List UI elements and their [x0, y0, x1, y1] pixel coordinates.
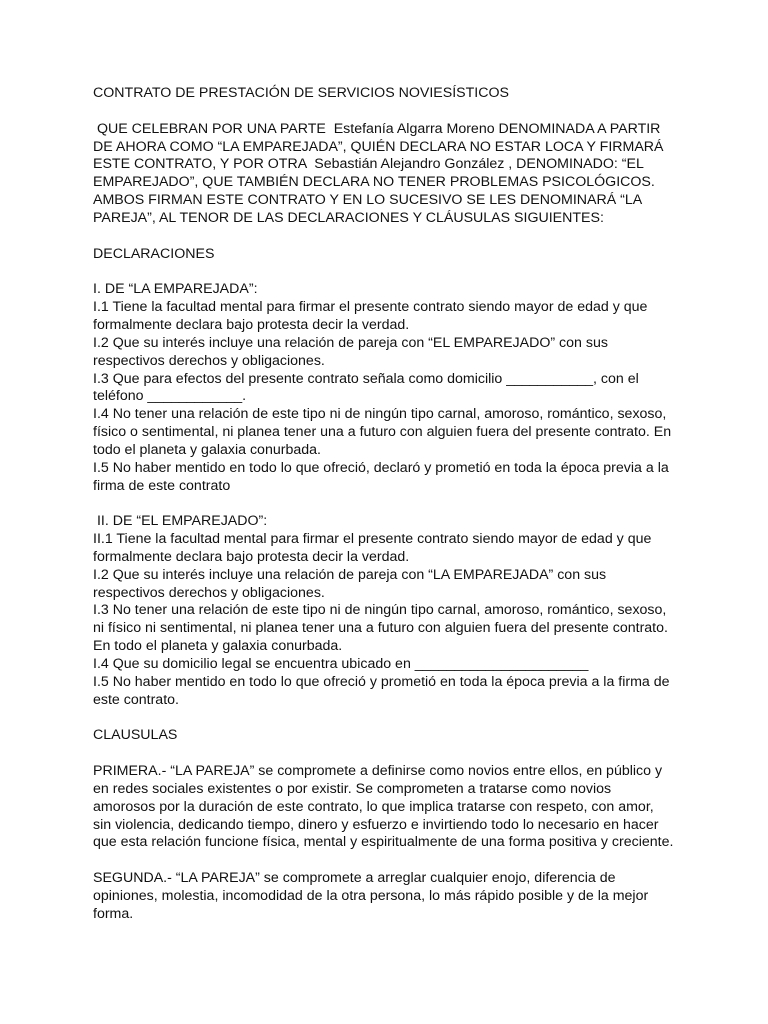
section1-line: físico o sentimental, ni planea tener una a futuro con alguien fuera del presente contrato. En	[93, 424, 672, 441]
section2-line: respectivos derechos y obligaciones.	[93, 584, 325, 601]
section1-line: I.5 No haber mentido en todo lo que ofreció, declaró y prometió en toda la época previa a la	[93, 459, 669, 476]
section2-line: I.4 Que su domicilio legal se encuentra ubicado en ______________________	[93, 656, 589, 672]
declaraciones-heading	[93, 246, 683, 264]
contract-title	[93, 85, 683, 103]
section1-line: formalmente declara bajo protesta decir la verdad.	[93, 316, 410, 333]
intro-line: ESTE CONTRATO, Y POR OTRA Sebastián Alejandro González , DENOMINADO: “EL	[93, 156, 644, 173]
section2-line: ni físico ni sentimental, ni planea tener una a futuro con alguien fuera del presente contrato.	[93, 620, 668, 637]
intro-line: EMPAREJADO”, QUE TAMBIÉN DECLARA NO TENER PROBLEMAS PSICOLÓGICOS.	[93, 174, 655, 191]
clausulas-heading	[93, 727, 683, 745]
clausula-primera	[93, 763, 683, 852]
heading-line: CLAUSULAS	[93, 727, 178, 744]
segunda-line: opiniones, molestia, incomodidad de la otra persona, lo más rápido posible y de la mejor	[93, 887, 649, 904]
section1-line: I.1 Tiene la facultad mental para firmar el presente contrato siendo mayor de edad y que	[93, 299, 648, 316]
segunda-line: SEGUNDA.- “LA PAREJA” se compromete a arreglar cualquier enojo, diferencia de	[93, 870, 616, 887]
intro-line: QUE CELEBRAN POR UNA PARTE Estefanía Algarra Moreno DENOMINADA A PARTIR	[93, 120, 661, 137]
section1-line: I. DE “LA EMPAREJADA”:	[93, 281, 258, 298]
intro-line: AMBOS FIRMAN ESTE CONTRATO Y EN LO SUCESIVO SE LES DENOMINARÁ “LA	[93, 192, 643, 209]
intro-line: DE AHORA COMO “LA EMPAREJADA”, QUIÉN DECLARA NO ESTAR LOCA Y FIRMARÁ	[93, 138, 664, 155]
spacer	[93, 710, 683, 728]
section2-line: I.3 No tener una relación de este tipo ni de ningún tipo carnal, amoroso, romántico, sexoso,	[93, 602, 667, 619]
section1-line: todo el planeta y galaxia conurbada.	[93, 441, 321, 458]
intro-paragraph	[93, 121, 683, 228]
primera-line: amorosos por la duración de este contrato, lo que implica tratarse con respeto, con amor,	[93, 798, 654, 815]
section1-line: I.2 Que su interés incluye una relación de pareja con “EL EMPAREJADO” con sus	[93, 334, 608, 351]
section1-line: firma de este contrato	[93, 477, 231, 494]
section1-line: teléfono ____________.	[93, 388, 247, 405]
section1-line: respectivos derechos y obligaciones.	[93, 352, 325, 369]
segunda-line: forma.	[93, 905, 134, 922]
spacer	[93, 745, 683, 763]
section2-line: formalmente declara bajo protesta decir la verdad.	[93, 548, 410, 565]
spacer	[93, 263, 683, 281]
spacer	[93, 852, 683, 870]
primera-line: PRIMERA.- “LA PAREJA” se compromete a definirse como novios entre ellos, en público y	[93, 763, 663, 780]
section1-line: I.4 No tener una relación de este tipo ni de ningún tipo carnal, amoroso, romántico, sexoso,	[93, 406, 667, 423]
section2-line: I.5 No haber mentido en todo lo que ofreció y prometió en toda la época previa a la firma de	[93, 673, 670, 690]
section2-line: I.2 Que su interés incluye una relación de pareja con “LA EMPAREJADA” con sus	[93, 566, 607, 583]
section2-line: II. DE “EL EMPAREJADO”:	[93, 513, 268, 530]
primera-line: que esta relación funcione física, mental y espiritualmente de una forma positiva y creciente.	[93, 834, 674, 851]
clausula-segunda	[93, 870, 683, 924]
contract-page	[93, 85, 683, 924]
spacer	[93, 228, 683, 246]
section1-line: I.3 Que para efectos del presente contrato señala como domicilio ___________, con el	[93, 370, 639, 387]
section2-line: II.1 Tiene la facultad mental para firmar el presente contrato siendo mayor de edad y que	[93, 531, 652, 548]
spacer	[93, 103, 683, 121]
section2-line: En todo el planeta y galaxia conurbada.	[93, 638, 343, 655]
section2-line: este contrato.	[93, 691, 179, 708]
title-line: CONTRATO DE PRESTACIÓN DE SERVICIOS NOVIESÍSTICOS	[93, 85, 509, 101]
primera-line: sin violencia, dedicando tiempo, dinero y esfuerzo e invirtiendo todo lo necesario en hacer	[93, 816, 659, 833]
section-emparejada	[93, 281, 683, 495]
spacer	[93, 495, 683, 513]
heading-line: DECLARACIONES	[93, 245, 215, 262]
primera-line: en redes sociales existentes o por existir. Se comprometen a tratarse como novios	[93, 780, 612, 797]
intro-line: PAREJA”, AL TENOR DE LAS DECLARACIONES Y CLÁUSULAS SIGUIENTES:	[93, 209, 604, 226]
section-emparejado	[93, 513, 683, 709]
